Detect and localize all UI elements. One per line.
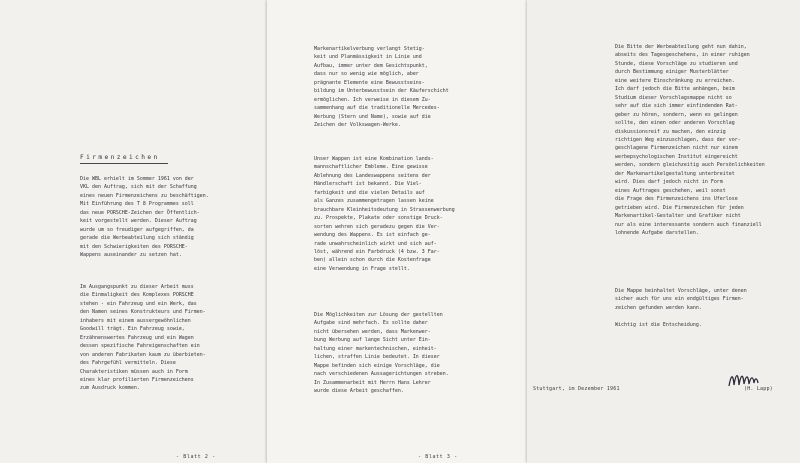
text-line: der Markenartikelgestaltung unterbreitet: [615, 170, 735, 177]
text-line: lohnende Aufgabe darstellen.: [615, 229, 699, 236]
text-line: Aufgabe sind mehrfach. Es sollte daher: [314, 320, 428, 327]
text-line: Die Möglichkeiten zur Lösung der gestellten: [314, 312, 443, 318]
text-line: inhabers mit einem aussergewöhnlichen: [80, 317, 191, 324]
text-line: zeichen gefunden werden kann.: [615, 304, 702, 311]
text-line: Goodwill trägt. Ein Fahrzeug sowie,: [80, 326, 185, 333]
paragraph: [80, 175, 209, 260]
text-line: Die Bitte der Werbeabteilung geht nun dahin,: [615, 44, 747, 50]
text-line: wurde um so freudiger aufgegriffen, da: [80, 226, 194, 233]
text-line: wird. Dies darf jedoch nicht in Form: [615, 179, 723, 186]
paragraph: [314, 155, 455, 273]
text-line: zum Ausdruck kommen.: [80, 385, 140, 392]
section-title: Firmenzeichen: [80, 154, 160, 161]
text-line: rade unwahrscheinlich wirkt und sich auf-: [314, 240, 437, 247]
text-line: Händlerschaft ist bekannt. Die Viel-: [314, 181, 422, 188]
text-line: werden, sondern gleichzeitig auch Persönlichkeiten: [615, 162, 765, 169]
text-line: sorten wehren sich geradezu gegen die Ver-: [314, 223, 440, 230]
text-line: stehen - ein Fahrzeug und ein Werk, das: [80, 300, 197, 307]
text-line: dessen spezifische Fahreigenschaften ein: [80, 343, 200, 350]
text-line: haltung einer markentechnischen, einheit-: [314, 345, 437, 352]
text-line: zu. Prospekte, Plakate oder sonstige Druck-: [314, 215, 443, 222]
document-page-1: [0, 0, 267, 463]
text-line: Stunde, diese Vorschläge zu studieren und: [615, 60, 738, 67]
text-line: die Frage des Firmenzeichens ins Uferlose: [615, 196, 738, 203]
text-line: Erzähnenswertes Fahrzeug und ein Wagen: [80, 334, 194, 341]
text-line: das neue PORSCHE-Zeichen der Öffentlich-: [80, 209, 200, 216]
document-page-2: [267, 0, 527, 463]
text-line: keit und Planmässigkeit in Linie und: [314, 54, 422, 61]
text-line: gerade die Werbeabteilung sich ständig: [80, 235, 194, 242]
paragraph: [615, 287, 747, 312]
text-line: sehr auf die sich immer einfindenden Rat-: [615, 103, 738, 110]
text-line: Mappe befinden sich einige Vorschläge, die: [314, 362, 440, 369]
text-line: den Namen seines Konstrukteurs und Firmen-: [80, 309, 206, 316]
text-line: bung Werbung auf lange Sicht unter Ein-: [314, 337, 431, 344]
signature-name: (H. Lapp): [744, 386, 773, 392]
text-line: Die WBL erhielt im Sommer 1961 von der: [80, 176, 194, 182]
text-line: Markenartikel-Gestalter und Grafiker nicht: [615, 213, 741, 220]
text-line: des Fahrgefühl vermitteln. Diese: [80, 360, 176, 367]
text-line: werbepsychologischen Institut eingereicht: [615, 153, 738, 160]
closing-place-date: Stuttgart, im Dezember 1961: [533, 386, 620, 392]
paragraph: [80, 283, 206, 393]
text-line: nur als eine interessante sondern auch finanziell: [615, 221, 762, 228]
text-line: Studium dieser Vorschlagsmappe nicht so: [615, 94, 732, 101]
text-line: getrieben wird. Die Firmenzeichen für jeden: [615, 204, 744, 211]
text-line: löst, während ein Farbdruck (4 bzw. 3 Far-: [314, 248, 440, 255]
text-line: farbigkeit und die vielen Details auf: [314, 189, 425, 196]
text-line: eines klar profilierten Firmenzeichens: [80, 376, 194, 383]
text-line: brauchbare Kleinheitsdeutung in Strassenwerbung: [314, 206, 455, 213]
text-line: wurde diese Arbeit geschaffen.: [314, 388, 404, 395]
text-line: Unser Wappen ist eine Kombination lands-: [314, 156, 434, 162]
text-line: Charakteristiken müssen auch in Form: [80, 368, 188, 375]
text-line: richtigen Weg einzuschlagen, dass der vor-: [615, 136, 741, 143]
text-line: diskussionsreif zu machen, den einzig: [615, 128, 726, 135]
text-line: geschlagene Firmenzeichen nicht nur einem: [615, 145, 738, 152]
text-line: prägnante Elemente eine Bewusstseins-: [314, 79, 425, 86]
text-line: keit vorgestellt werden. Dieser Auftrag: [80, 218, 197, 225]
text-line: als Ganzes zusammengetragen lassen keine: [314, 198, 434, 205]
text-line: In Zusammenarbeit mit Herrn Hans Lehrer: [314, 379, 431, 386]
paragraph: [314, 45, 449, 130]
text-line: die Einmaligkeit des Komplexes PORSCHE: [80, 292, 194, 299]
text-line: sammenhang auf die traditionelle Mercedes-: [314, 105, 440, 112]
text-line: eines neuen Firmenzeichens zu beschäftigen.: [80, 192, 209, 199]
text-line: Mit Einführung des T 8 Programmes soll: [80, 201, 194, 208]
text-line: Zeichen der Volkswagen-Werke.: [314, 122, 401, 129]
text-line: bildung im Unterbewusstsein der Käuferschicht: [314, 88, 449, 95]
text-line: eine weitere Einschränkung zu erreichen.: [615, 77, 735, 84]
page-footer: - Blatt 3 -: [418, 454, 458, 460]
text-line: geber zu hören, sondern, wenn es gelingen: [615, 111, 738, 118]
text-line: nach verschiedenen Aussagerichtungen streben.: [314, 371, 449, 378]
text-line: sicher auch für uns ein endgültiges Firmen-: [615, 296, 744, 303]
text-line: mit den Schwierigkeiten des PORSCHE-: [80, 243, 188, 250]
paragraph: [314, 311, 449, 396]
text-line: lichen, straffen Linie bedeutet. In dieser: [314, 354, 440, 361]
text-line: Im Ausgangspunkt zu dieser Arbeit muss: [80, 284, 194, 290]
text-line: Ich darf jedoch die Bitte anhängen, beim: [615, 86, 735, 93]
text-line: wendung des Wappens. Es ist einfach ge-: [314, 232, 431, 239]
text-line: mannschaftlicher Embleme. Eine gewisse: [314, 164, 428, 171]
document-page-3: [527, 0, 800, 463]
text-line: dass nur so wenig wie möglich, aber: [314, 71, 419, 78]
text-line: ben) allein schon durch die Kostenfrage: [314, 257, 431, 264]
text-line: sollte, den einen oder anderen Vorschlag: [615, 120, 735, 127]
text-line: nicht übersehen werden, dass Markenwer-: [314, 328, 431, 335]
text-line: von anderen Fabrikaten kaum zu überbieten-: [80, 351, 206, 358]
text-line: Ablehnung des Landeswappens seitens der: [314, 172, 431, 179]
title-underline: [80, 163, 168, 164]
text-line: Markenartikelverbung verlangt Stetig-: [314, 46, 425, 52]
page-footer: - Blatt 2 -: [176, 454, 216, 460]
text-line: VKL den Auftrag, sich mit der Schaffung: [80, 184, 197, 191]
text-line: Aufbau, immer unter dem Gesichtspunkt,: [314, 62, 428, 69]
text-line: eines Auftrages geschehen, weil sonst: [615, 187, 726, 194]
text-line: Die Mappe beinhaltet Vorschläge, unter denen: [615, 288, 747, 294]
paragraph: [615, 43, 765, 237]
text-line: durch Bestimmung einiger Musterblätter: [615, 69, 729, 76]
text-line: ermöglichen. Ich verweise in diesem Zu-: [314, 96, 431, 103]
text-line: Wichtig ist die Entscheidung.: [615, 322, 702, 328]
text-line: Wappens auseinander zu setzen hat.: [80, 252, 182, 259]
text-line: abseits des Tagesgeschehens, in einer ruhigen: [615, 52, 750, 59]
text-line: Werbung (Stern und Name), sowie auf die: [314, 113, 431, 120]
text-line: eine Verwendung in Frage stellt.: [314, 265, 410, 272]
paragraph: [615, 321, 702, 329]
